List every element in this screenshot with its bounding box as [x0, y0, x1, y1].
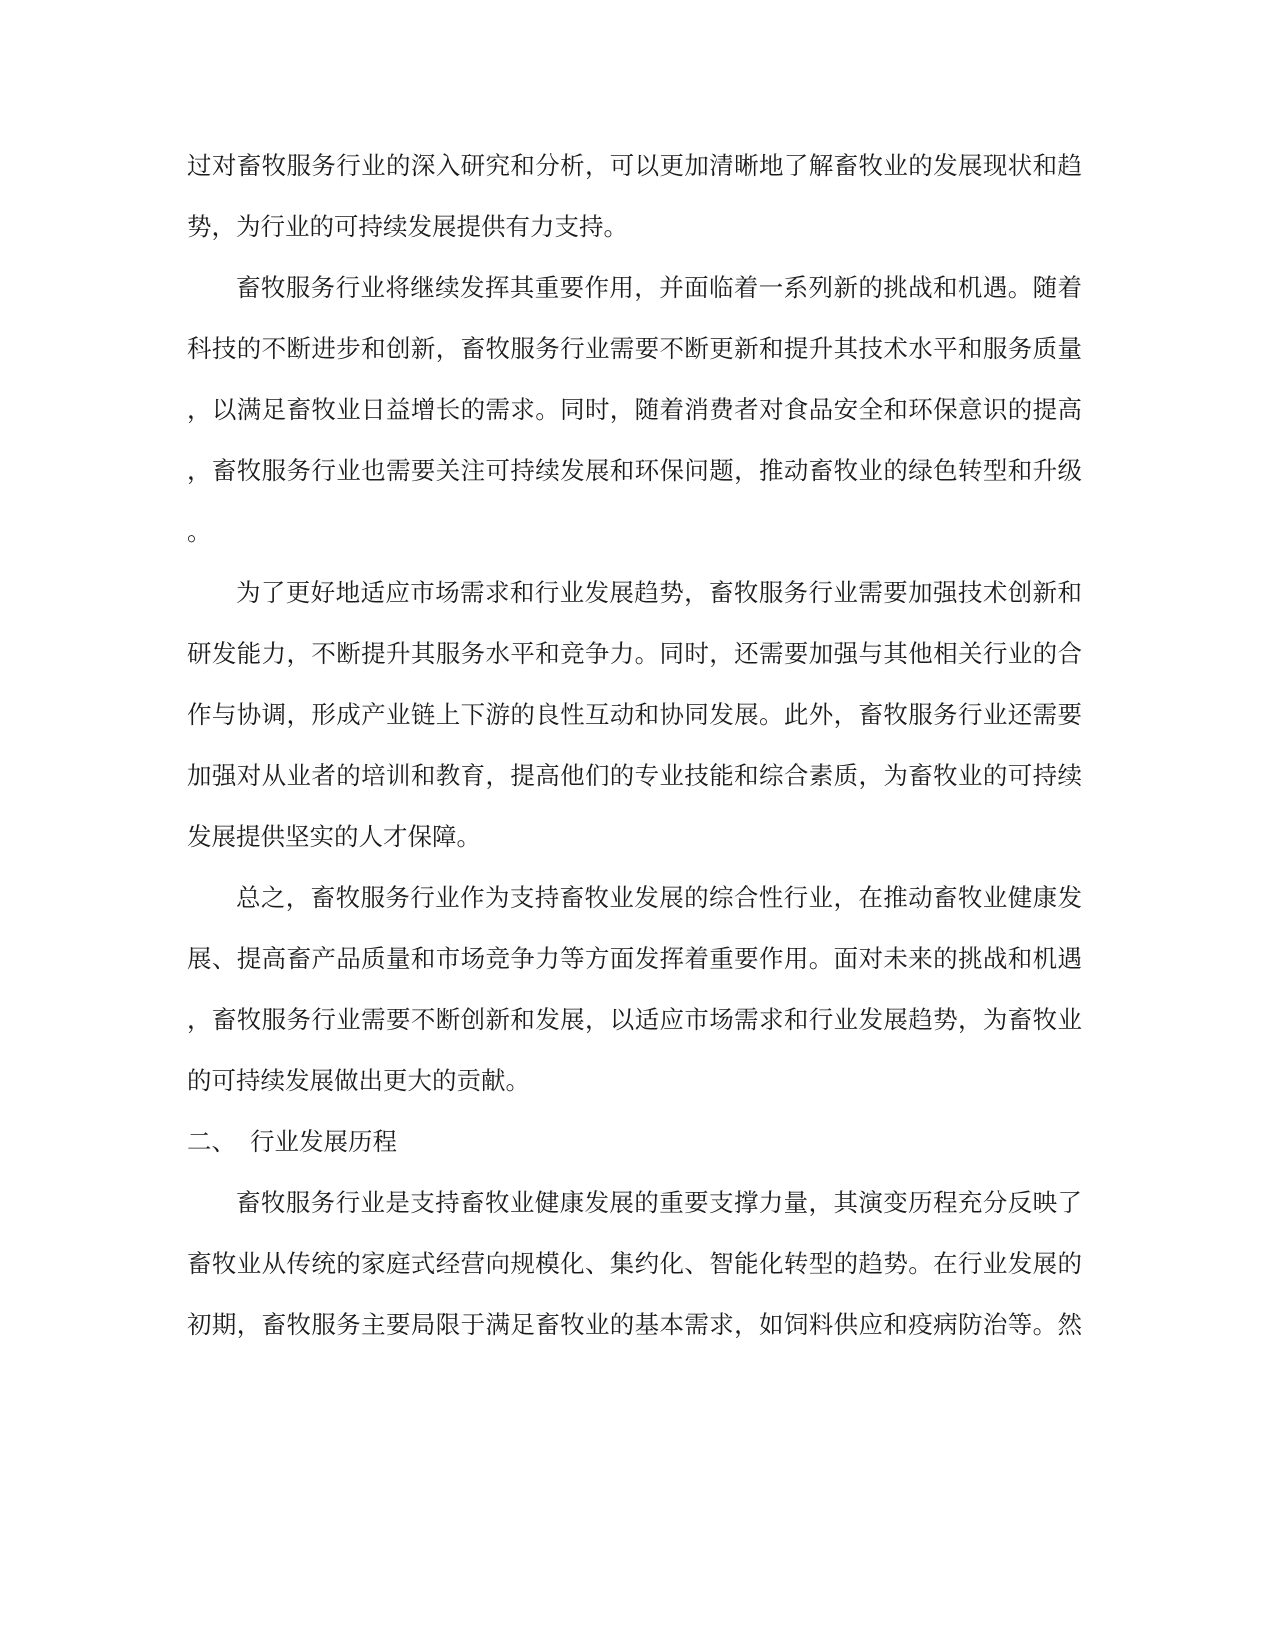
paragraph-line: 加强对从业者的培训和教育，提高他们的专业技能和综合素质，为畜牧业的可持续 — [187, 761, 1082, 790]
paragraph-line: ，以满足畜牧业日益增长的需求。同时，随着消费者对食品安全和环保意识的提高 — [187, 395, 1082, 424]
section-heading-title: 行业发展历程 — [250, 1127, 397, 1156]
paragraph-line: 过对畜牧服务行业的深入研究和分析，可以更加清晰地了解畜牧业的发展现状和趋 — [187, 151, 1082, 180]
paragraph-line: 势，为行业的可持续发展提供有力支持。 — [187, 212, 628, 241]
paragraph-line: 科技的不断进步和创新，畜牧服务行业需要不断更新和提升其技术水平和服务质量 — [187, 334, 1082, 363]
paragraph-line: 研发能力，不断提升其服务水平和竞争力。同时，还需要加强与其他相关行业的合 — [187, 639, 1082, 668]
paragraph-line: 总之，畜牧服务行业作为支持畜牧业发展的综合性行业，在推动畜牧业健康发 — [236, 883, 1082, 912]
paragraph-line: 展、提高畜产品质量和市场竞争力等方面发挥着重要作用。面对未来的挑战和机遇 — [187, 944, 1082, 973]
paragraph-line: 畜牧服务行业是支持畜牧业健康发展的重要支撑力量，其演变历程充分反映了 — [236, 1188, 1082, 1217]
paragraph-line: 畜牧服务行业将继续发挥其重要作用，并面临着一系列新的挑战和机遇。随着 — [236, 273, 1082, 302]
section-heading — [187, 1122, 397, 1162]
paragraph-line: 作与协调，形成产业链上下游的良性互动和协同发展。此外，畜牧服务行业还需要 — [187, 700, 1082, 729]
paragraph-line: 为了更好地适应市场需求和行业发展趋势，畜牧服务行业需要加强技术创新和 — [236, 578, 1082, 607]
paragraph-line: ，畜牧服务行业也需要关注可持续发展和环保问题，推动畜牧业的绿色转型和升级 — [187, 456, 1082, 485]
paragraph-line: 畜牧业从传统的家庭式经营向规模化、集约化、智能化转型的趋势。在行业发展的 — [187, 1249, 1082, 1278]
paragraph-line: 的可持续发展做出更大的贡献。 — [187, 1066, 530, 1095]
paragraph-line: 初期，畜牧服务主要局限于满足畜牧业的基本需求，如饲料供应和疫病防治等。然 — [187, 1310, 1082, 1339]
section-heading-number: 二、 — [187, 1127, 236, 1156]
paragraph-line: ，畜牧服务行业需要不断创新和发展，以适应市场需求和行业发展趋势，为畜牧业 — [187, 1005, 1082, 1034]
paragraph-line: 发展提供坚实的人才保障。 — [187, 822, 481, 851]
paragraph-line: 。 — [187, 517, 212, 546]
